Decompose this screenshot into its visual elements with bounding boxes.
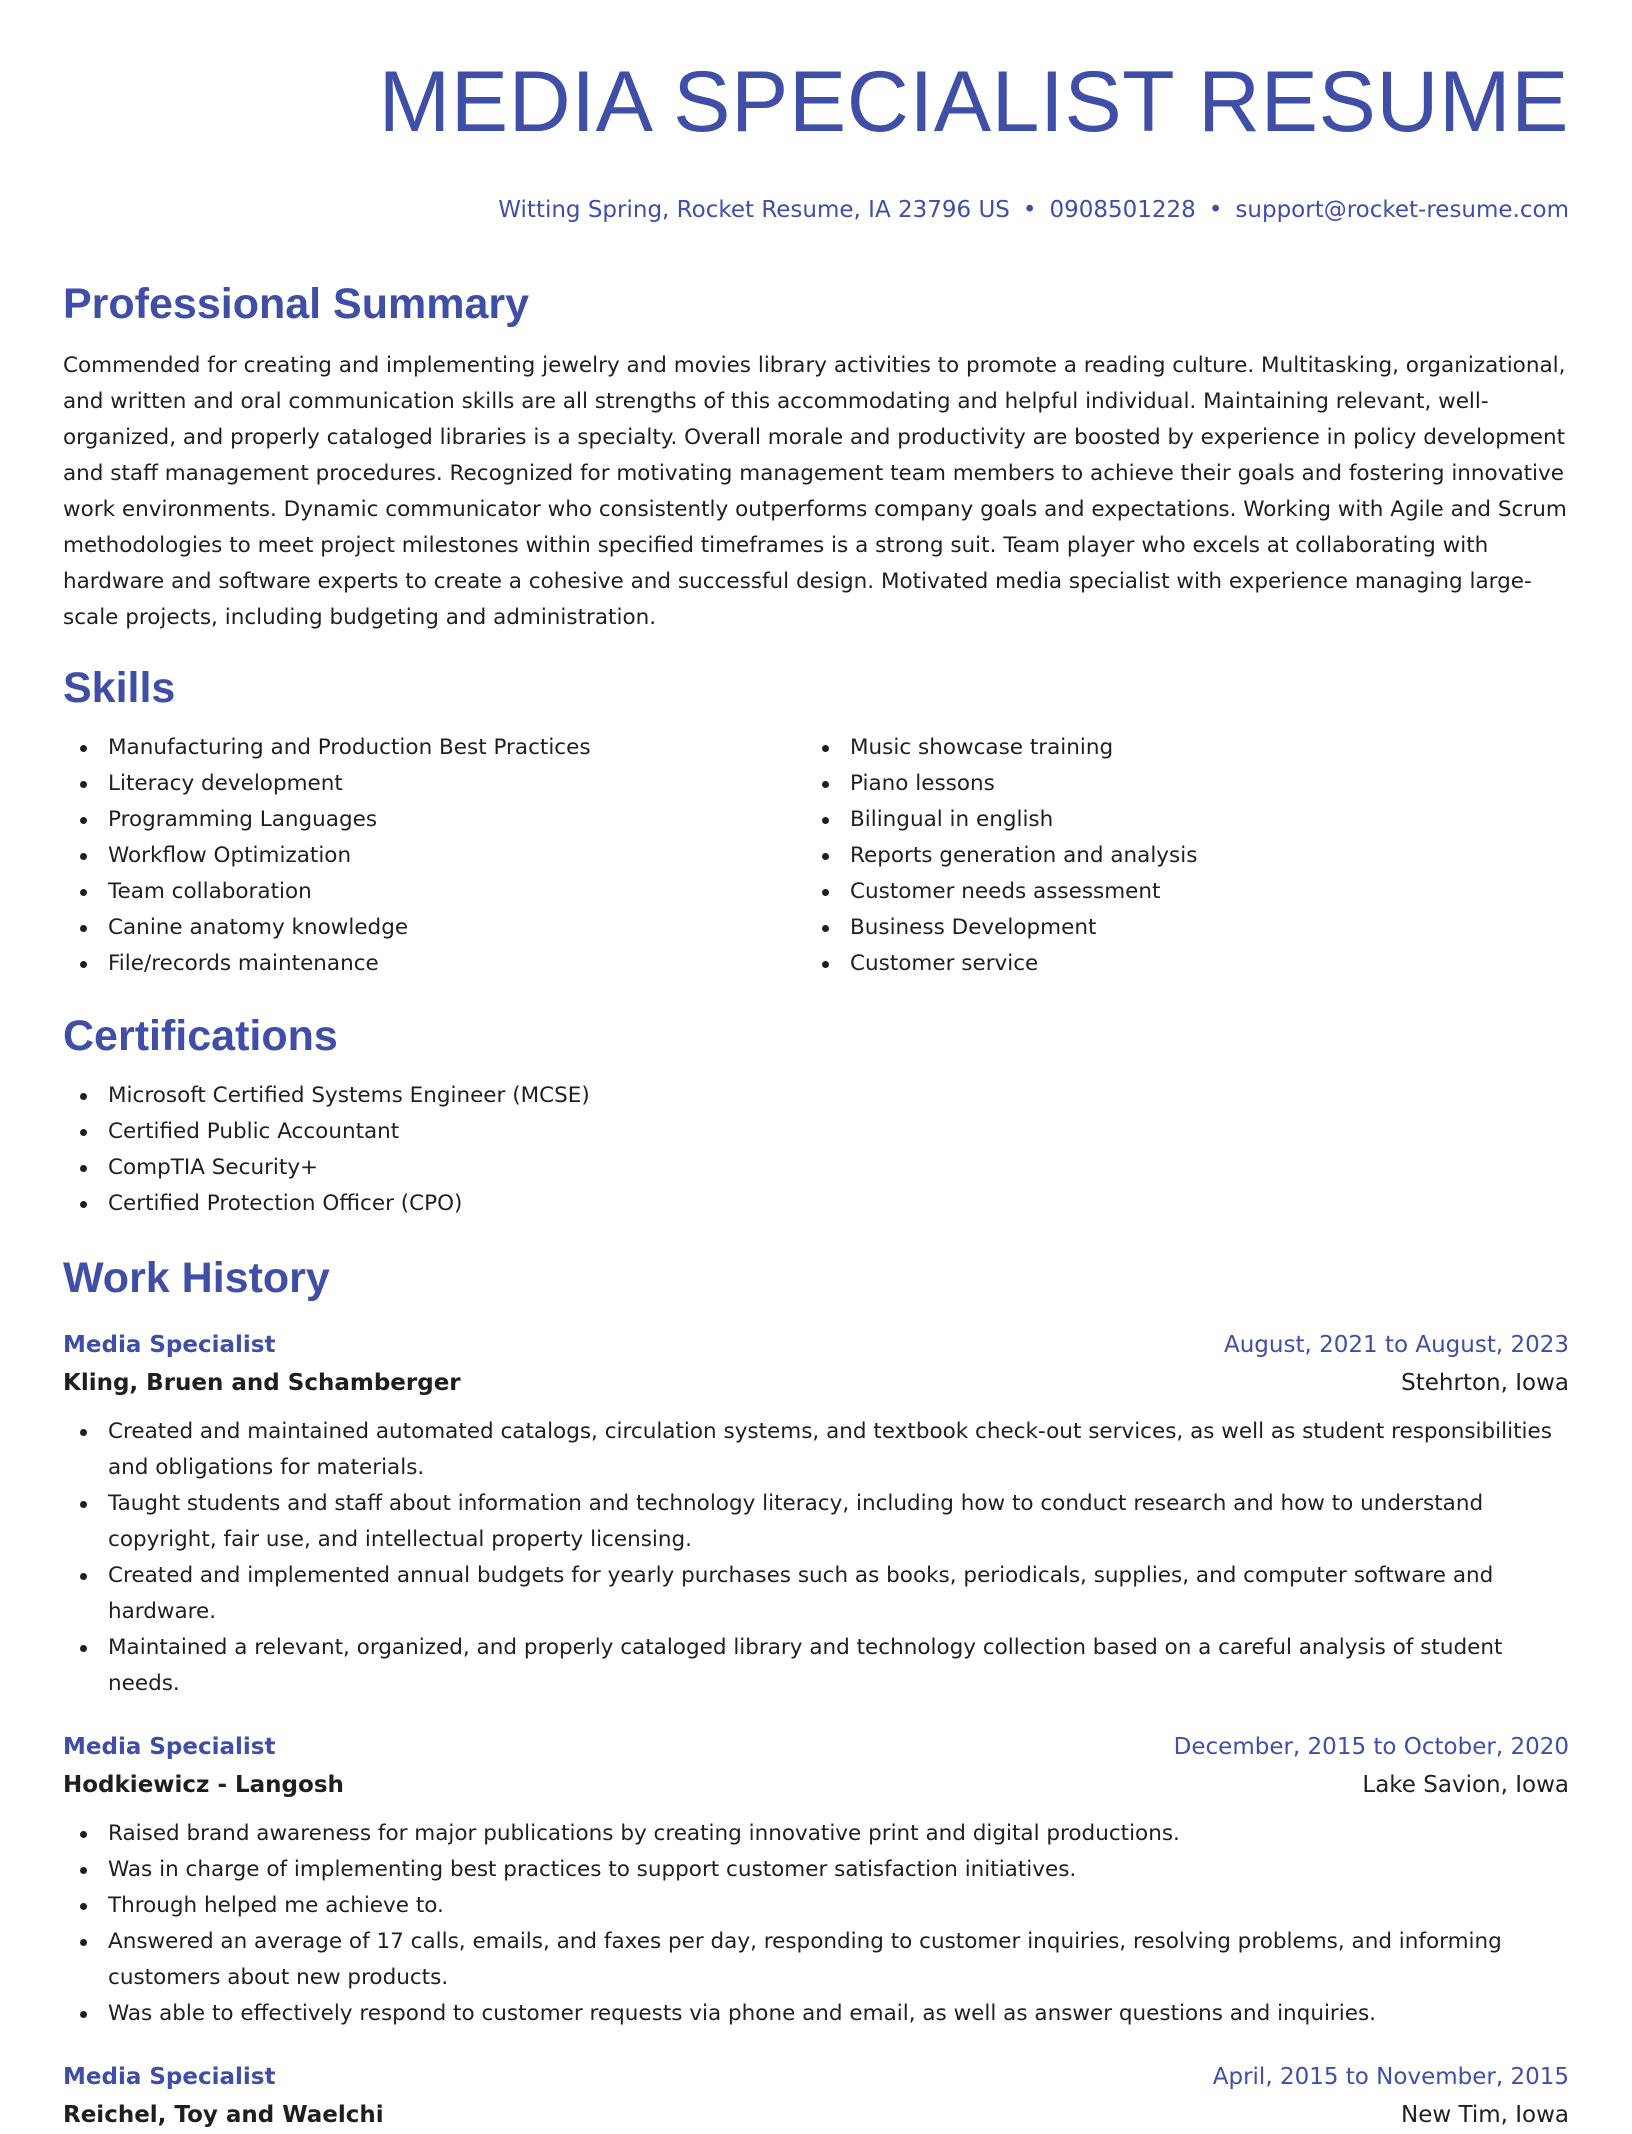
certification-item: CompTIA Security+	[63, 1150, 1569, 1186]
job-bullet: Answered an average of 17 calls, emails, and faxes per day, responding to customer inquiries, resolving problems, and informing customers about new products.	[63, 1924, 1569, 1996]
job-dates: December, 2015 to October, 2020	[1173, 1734, 1569, 1760]
job-bullet: Created and maintained automated catalogs, circulation systems, and textbook check-out services, as well as student responsibilities and obligations for materials.	[63, 1414, 1569, 1486]
contact-line	[63, 196, 1569, 224]
skill-item: Customer needs assessment	[805, 874, 1547, 910]
job-company-row	[63, 2096, 1569, 2134]
job-bullet: Created and implemented annual budgets for yearly purchases such as books, periodicals, supplies, and computer software and hardware.	[63, 1558, 1569, 1630]
skill-item: Manufacturing and Production Best Practices	[63, 730, 805, 766]
summary-text: Commended for creating and implementing jewelry and movies library activities to promote a reading culture. Multitasking, organizational, and written and oral communication skills are all strengths of this accommodating and helpful individual. Maintaining relevant, well-organized, and properly cataloged libraries is a specialty. Overall morale and productivity are boosted by experience in policy development and staff management procedures. Recognized for motivating management team members to achieve their goals and fostering innovative work environments. Dynamic communicator who consistently outperforms company goals and expectations. Working with Agile and Scrum methodologies to meet project milestones within specified timeframes is a strong suit. Team player who excels at collaborating with hardware and software experts to create a cohesive and successful design. Motivated media specialist with experience managing large-scale projects, including budgeting and administration.	[63, 353, 1567, 630]
certification-item: Certified Protection Officer (CPO)	[63, 1186, 1569, 1222]
contact-address: Witting Spring, Rocket Resume, IA 23796 US	[498, 197, 1010, 223]
skill-item: Canine anatomy knowledge	[63, 910, 805, 946]
job-role: Media Specialist	[63, 1332, 276, 1358]
job-bullet: Was able to effectively respond to customer requests via phone and email, as well as answer questions and inquiries.	[63, 1996, 1569, 2032]
job-title-row	[63, 1326, 1569, 1364]
job-bullet: Was in charge of implementing best practices to support customer satisfaction initiatives.	[63, 1852, 1569, 1888]
skill-item: Piano lessons	[805, 766, 1547, 802]
skill-item: Literacy development	[63, 766, 805, 802]
skills-column-right	[805, 730, 1547, 982]
certifications-list	[63, 1078, 1569, 1222]
job-location: Stehrton, Iowa	[1401, 1370, 1569, 1396]
job-bullets	[63, 1414, 1569, 1702]
skills-column-left	[63, 730, 805, 982]
job-dates: April, 2015 to November, 2015	[1212, 2064, 1569, 2090]
certification-item: Microsoft Certified Systems Engineer (MCSE)	[63, 1078, 1569, 1114]
work-history-heading: Work History	[63, 1254, 330, 1302]
job-dates: August, 2021 to August, 2023	[1224, 1332, 1569, 1358]
contact-phone: 0908501228	[1049, 197, 1196, 223]
skill-item: Bilingual in english	[805, 802, 1547, 838]
skill-item: Music showcase training	[805, 730, 1547, 766]
skills-heading: Skills	[63, 664, 176, 712]
job-company: Reichel, Toy and Waelchi	[63, 2102, 384, 2128]
job-entry	[63, 1728, 1569, 2032]
contact-email: support@rocket-resume.com	[1235, 197, 1569, 223]
resume-header	[63, 50, 1569, 224]
job-bullet: Taught students and staff about information and technology literacy, including how to conduct research and how to understand copyright, fair use, and intellectual property licensing.	[63, 1486, 1569, 1558]
job-company-row	[63, 1364, 1569, 1402]
job-entry	[63, 2058, 1569, 2134]
skills-grid	[63, 730, 1569, 982]
job-location: Lake Savion, Iowa	[1362, 1772, 1569, 1798]
job-location: New Tim, Iowa	[1401, 2102, 1569, 2128]
skill-item: Workflow Optimization	[63, 838, 805, 874]
job-bullet: Raised brand awareness for major publications by creating innovative print and digital productions.	[63, 1816, 1569, 1852]
job-bullets	[63, 1816, 1569, 2032]
skills-list-left	[63, 730, 805, 982]
summary-heading: Professional Summary	[63, 280, 530, 328]
certification-item: Certified Public Accountant	[63, 1114, 1569, 1150]
skill-item: Team collaboration	[63, 874, 805, 910]
skills-list-right	[805, 730, 1547, 982]
job-bullet: Maintained a relevant, organized, and properly cataloged library and technology collection based on a careful analysis of student needs.	[63, 1630, 1569, 1702]
job-bullet: Through helped me achieve to.	[63, 1888, 1569, 1924]
skill-item: File/records maintenance	[63, 946, 805, 982]
job-role: Media Specialist	[63, 2064, 276, 2090]
certifications-heading: Certifications	[63, 1012, 338, 1060]
skill-item: Programming Languages	[63, 802, 805, 838]
job-title-row	[63, 1728, 1569, 1766]
skill-item: Reports generation and analysis	[805, 838, 1547, 874]
job-entry	[63, 1326, 1569, 1702]
skill-item: Customer service	[805, 946, 1547, 982]
resume-title: MEDIA SPECIALIST RESUME	[378, 54, 1569, 150]
job-company: Kling, Bruen and Schamberger	[63, 1370, 461, 1396]
job-role: Media Specialist	[63, 1734, 276, 1760]
contact-separator: •	[1022, 197, 1037, 223]
job-company: Hodkiewicz - Langosh	[63, 1772, 344, 1798]
job-title-row	[63, 2058, 1569, 2096]
job-company-row	[63, 1766, 1569, 1804]
skill-item: Business Development	[805, 910, 1547, 946]
contact-separator: •	[1208, 197, 1223, 223]
